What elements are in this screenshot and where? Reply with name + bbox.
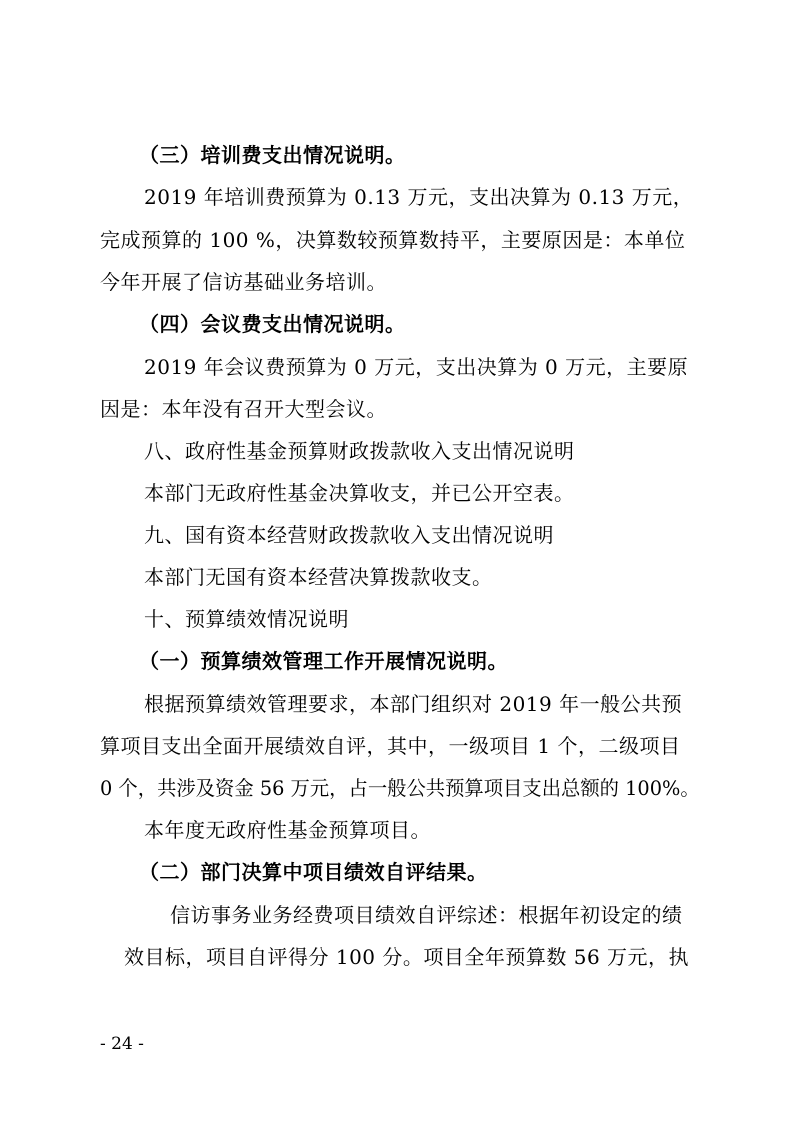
paragraph-line: 信访事务业务经费项目绩效自评综述：根据年初设定的绩 (170, 903, 683, 927)
page-number: - 24 - (100, 1034, 144, 1054)
paragraph-line: 0 个，共涉及资金 56 万元，占一般公共预算项目支出总额的 100%。 (100, 776, 700, 800)
paragraph-line: 算项目支出全面开展绩效自评，其中，一级项目 1 个，二级项目 (100, 734, 681, 758)
subheading-meeting-fees: （四）会议费支出情况说明。 (139, 312, 406, 336)
section-heading-10: 十、预算绩效情况说明 (144, 607, 349, 631)
subheading-self-evaluation: （二）部门决算中项目绩效自评结果。 (139, 860, 488, 884)
paragraph-line: 根据预算绩效管理要求，本部门组织对 2019 年一般公共预 (144, 692, 683, 716)
section-heading-8: 八、政府性基金预算财政拨款收入支出情况说明 (144, 439, 575, 463)
paragraph-line: 2019 年会议费预算为 0 万元，支出决算为 0 万元，主要原 (144, 355, 689, 379)
paragraph-line: 完成预算的 100 %，决算数较预算数持平，主要原因是：本单位 (100, 228, 686, 252)
paragraph-line: 本部门无政府性基金决算收支，并已公开空表。 (144, 481, 575, 505)
paragraph-line: 本部门无国有资本经营决算拨款收支。 (144, 565, 493, 589)
paragraph-line: 效目标，项目自评得分 100 分。项目全年预算数 56 万元，执 (124, 945, 690, 969)
section-heading-9: 九、国有资本经营财政拨款收入支出情况说明 (144, 523, 554, 547)
paragraph-line: 本年度无政府性基金预算项目。 (144, 818, 431, 842)
paragraph-line: 今年开展了信访基础业务培训。 (100, 270, 387, 294)
subheading-performance-management: （一）预算绩效管理工作开展情况说明。 (139, 649, 508, 673)
paragraph-line: 2019 年培训费预算为 0.13 万元，支出决算为 0.13 万元， (144, 185, 694, 209)
subheading-training-fees: （三）培训费支出情况说明。 (139, 143, 406, 167)
paragraph-line: 因是：本年没有召开大型会议。 (100, 397, 387, 421)
